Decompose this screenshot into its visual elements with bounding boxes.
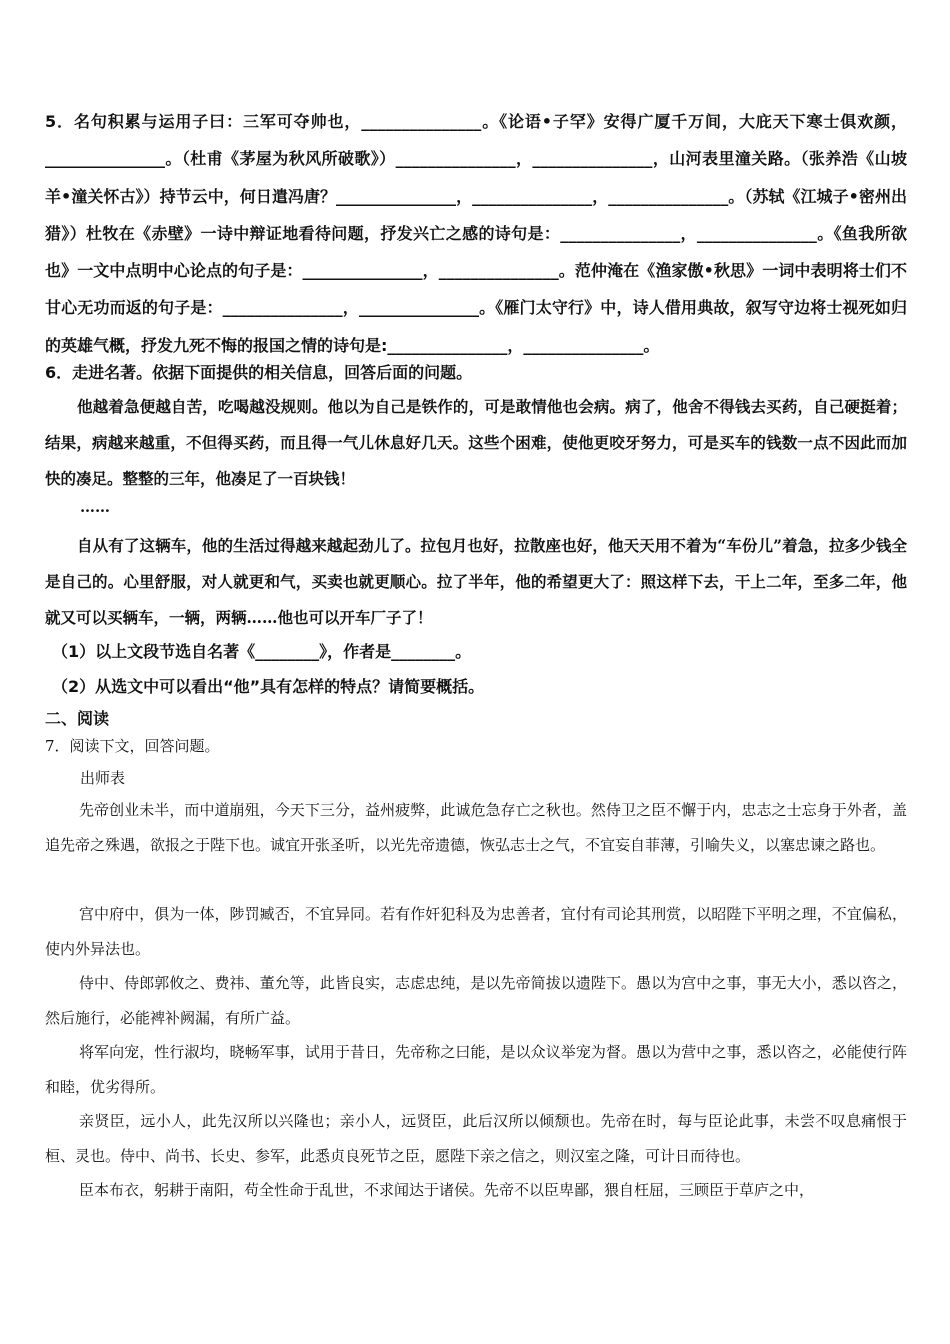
passage-title: 出师表 [80, 769, 126, 787]
novel-excerpt-2: 自从有了这辆车，他的生活过得越来越起劲儿了。拉包月也好，拉散座也好，他天天用不着为“车份儿”着急，拉多少钱全是自己的。心里舒服，对人就更和气，买卖也就更顺心。拉了半年，他的希望更大了：照这样下去，干上二年，至多二年，他就又可以买辆车，一辆，两辆……他也可以开车厂子了！ [45, 536, 907, 627]
passage-paragraph: 亲贤臣，远小人，此先汉所以兴隆也；亲小人，远贤臣，此后汉所以倾颓也。先帝在时，每与臣论此事，未尝不叹息痛恨于桓、灵也。侍中、尚书、长史、参军，此悉贞良死节之臣，愿陛下亲之信之，则汉室之隆，可计日而待也。 [45, 1112, 907, 1165]
question-5: 5．名句积累与运用子曰：三军可夺帅也，_______________。《论语•子罕》安得广厦千万间，大庇天下寒士俱欢颜，_______________。（杜甫《茅屋为秋风所破歌》）_______________，_______________，山河表里潼关路。（张养浩《山坡羊•潼关怀古》）持节云中，何日遣冯唐？_______________，_______________，_______________。（苏轼《江城子•密州出猎》）杜牧在《赤壁》一诗中辩证地看待问题，抒发兴亡之感的诗句是：_______________，_______________。《鱼我所欲也》一文中点明中心论点的句子是：_______________，_______________。范仲淹在《渔家傲•秋思》一词中表明将士们不甘心无功而返的句子是：_______________，_______________。《雁门太守行》中，诗人借用典故，叙写守边将士视死如归的英雄气概，抒发九死不悔的报国之情的诗句是:_______________，_______________。 [45, 112, 907, 355]
passage-paragraph: 侍中、侍郎郭攸之、费祎、董允等，此皆良实，志虑忠纯，是以先帝简拔以遗陛下。愚以为宫中之事，事无大小，悉以咨之，然后施行，必能裨补阙漏，有所广益。 [45, 974, 907, 1027]
question-6-sub-1: （1）以上文段节选自名著《________》，作者是________。 [52, 642, 472, 661]
section-reading-title: 二、阅读 [45, 709, 110, 728]
passage-paragraph: 宫中府中，俱为一体，陟罚臧否，不宜异同。若有作奸犯科及为忠善者，宜付有司论其刑赏，以昭陛下平明之理，不宜偏私，使内外异法也。 [45, 905, 907, 958]
passage-paragraph: 臣本布衣，躬耕于南阳，苟全性命于乱世，不求闻达于诸侯。先帝不以臣卑鄙，猥自枉屈，三顾臣于草庐之中， [79, 1181, 815, 1199]
question-7-title: 7．阅读下文，回答问题。 [45, 737, 220, 755]
novel-excerpt-1: 他越着急便越自苦，吃喝越没规则。他以为自己是铁作的，可是敢情他也会病。病了，他舍不得钱去买药，自己硬挺着；结果，病越来越重，不但得买药，而且得一气儿休息好几天。这些个困难，使他更咬牙努力，可是买车的钱数一点不因此而加快的凑足。整整的三年，他凑足了一百块钱！ [45, 397, 907, 488]
excerpt-ellipsis: …… [80, 498, 110, 516]
question-6-sub-2: （2）从选文中可以看出“他”具有怎样的特点？请简要概括。 [52, 677, 485, 696]
passage-paragraph: 将军向宠，性行淑均，晓畅军事，试用于昔日，先帝称之曰能，是以众议举宠为督。愚以为营中之事，悉以咨之，必能使行阵和睦，优劣得所。 [45, 1043, 907, 1096]
question-6-title: 6．走进名著。依据下面提供的相关信息，回答后面的问题。 [45, 363, 473, 382]
passage-paragraph: 先帝创业未半，而中道崩殂，今天下三分，益州疲弊，此诚危急存亡之秋也。然侍卫之臣不懈于内，忠志之士忘身于外者，盖追先帝之殊遇，欲报之于陛下也。诚宜开张圣听，以光先帝遗德，恢弘志士之气，不宜妄自菲薄，引喻失义，以塞忠谏之路也。 [45, 801, 907, 854]
